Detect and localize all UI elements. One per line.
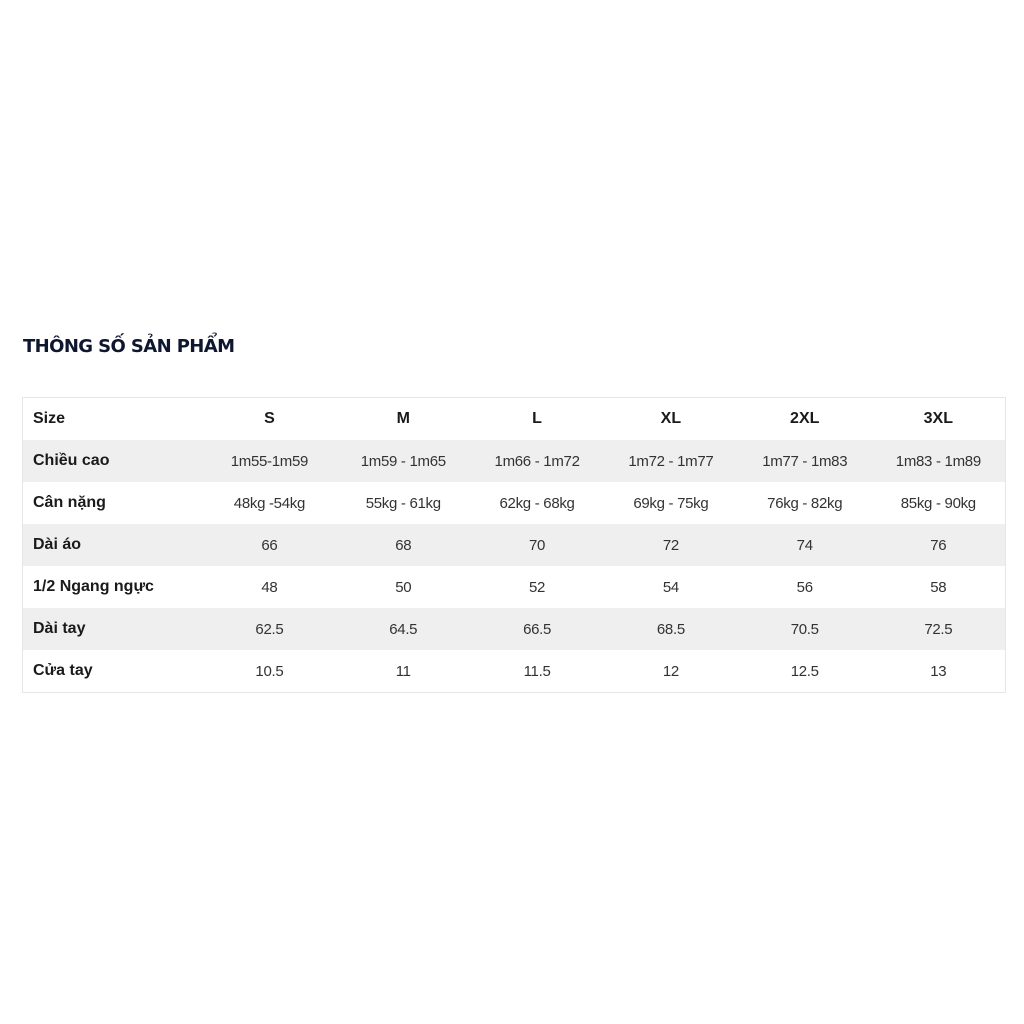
table-cell: 54 [662, 578, 679, 596]
table-row [23, 608, 1006, 650]
table-cell: 1m59 - 1m65 [360, 452, 446, 470]
table-cell: 66 [261, 536, 278, 554]
table-cell: 55kg - 61kg [365, 494, 441, 512]
page-title: THÔNG SỐ SẢN PHẨM [23, 336, 235, 357]
table-row [23, 650, 1006, 693]
table-cell: 76kg - 82kg [767, 494, 843, 512]
table-cell: 13 [930, 662, 947, 680]
table-cell: 68.5 [656, 620, 685, 638]
table-row [23, 566, 1006, 608]
size-chart-table [22, 397, 1006, 693]
table-row [23, 482, 1006, 524]
table-cell: 10.5 [255, 662, 284, 680]
table-cell: 1m72 - 1m77 [628, 452, 714, 470]
table-row [23, 440, 1006, 482]
table-cell: 69kg - 75kg [633, 494, 709, 512]
table-cell: 50 [395, 578, 412, 596]
table-cell: 11 [395, 662, 411, 680]
table-row [23, 524, 1006, 566]
row-label-shirt-length: Dài áo [33, 536, 82, 553]
size-header-xl: XL [660, 410, 682, 427]
size-header-m: M [396, 410, 410, 427]
row-label-sleeve-length: Dài tay [33, 620, 86, 637]
table-cell: 12.5 [790, 662, 819, 680]
table-cell: 1m66 - 1m72 [494, 452, 580, 470]
table-cell: 1m83 - 1m89 [895, 452, 981, 470]
table-cell: 64.5 [389, 620, 418, 638]
table-cell: 70 [529, 536, 546, 554]
table-cell: 56 [796, 578, 813, 596]
table-cell: 66.5 [523, 620, 552, 638]
row-label-weight: Cân nặng [33, 494, 106, 511]
size-header-s: S [264, 410, 275, 427]
table-cell: 74 [796, 536, 813, 554]
table-cell: 68 [395, 536, 412, 554]
table-cell: 70.5 [790, 620, 819, 638]
table-cell: 72 [662, 536, 679, 554]
table-cell: 11.5 [523, 662, 551, 680]
row-label-half-chest: 1/2 Ngang ngực [33, 578, 154, 595]
row-label-height: Chiều cao [33, 452, 110, 469]
table-cell: 48 [261, 578, 278, 596]
table-cell: 72.5 [924, 620, 953, 638]
row-label-cuff: Cửa tay [33, 662, 93, 679]
table-cell: 48kg -54kg [233, 494, 306, 512]
table-cell: 58 [930, 578, 947, 596]
table-cell: 1m77 - 1m83 [762, 452, 848, 470]
size-header-l: L [532, 410, 542, 427]
size-header-3xl: 3XL [923, 410, 953, 427]
table-cell: 62kg - 68kg [499, 494, 575, 512]
size-header-2xl: 2XL [790, 410, 820, 427]
table-cell: 85kg - 90kg [900, 494, 976, 512]
table-cell: 76 [930, 536, 947, 554]
table-header-row [23, 398, 1006, 441]
table-cell: 62.5 [255, 620, 284, 638]
header-label-size: Size [33, 410, 66, 427]
table-cell: 1m55-1m59 [230, 452, 309, 470]
table-cell: 12 [662, 662, 679, 680]
table-cell: 52 [529, 578, 546, 596]
